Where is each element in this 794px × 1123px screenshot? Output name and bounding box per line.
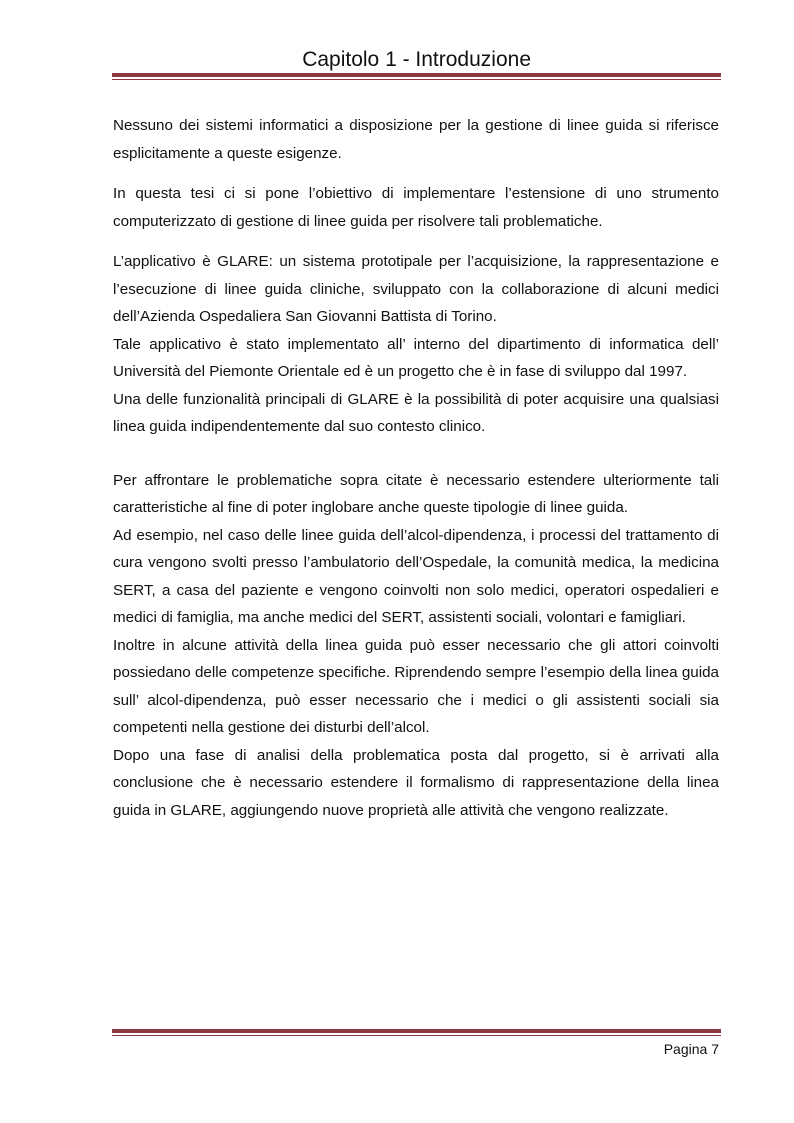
paragraph-9: Dopo una fase di analisi della problematica posta dal progetto, si è arrivati alla conclusione che è necessario estendere il formalismo di rappresentazione della linea guida in GLARE, aggiungendo nuove proprietà alle attività che vengono realizzate.	[113, 746, 719, 819]
page-number: Pagina 7	[663, 1041, 719, 1057]
paragraph-2: In questa tesi ci si pone l’obiettivo di implementare l’estensione di uno strumento computerizzato di gestione di linee guida per risolvere tali problematiche.	[113, 185, 719, 230]
footer-divider-thick	[112, 1029, 721, 1033]
paragraph-5: Una delle funzionalità principali di GLARE è la possibilità di poter acquisire una qualsiasi linea guida indipendentemente dal suo contesto clinico.	[113, 390, 719, 435]
header-divider	[112, 73, 721, 80]
paragraph-1: Nessuno dei sistemi informatici a disposizione per la gestione di linee guida si riferisce esplicitamente a queste esigenze.	[113, 117, 719, 162]
paragraph-7: Ad esempio, nel caso delle linee guida dell’alcol-dipendenza, i processi del trattamento di cura vengono svolti presso l’ambulatorio dell’Ospedale, la comunità medica, la medicina SERT, a casa del paziente e vengono coinvolti non solo medici, operatori ospedalieri e medici di famiglia, ma anche medici del SERT, assistenti sociali, volontari e famigliari.	[113, 526, 719, 626]
footer-divider-thin	[112, 1035, 721, 1036]
chapter-title: Capitolo 1 - Introduzione	[302, 48, 531, 71]
body-text	[113, 112, 719, 824]
footer-divider	[112, 1029, 721, 1036]
paragraph-8: Inoltre in alcune attività della linea guida può esser necessario che gli attori coinvolti possiedano delle competenze specifiche. Riprendendo sempre l’esempio della linea guida sull’ alcol-dipendenza, può esser necessario che i medici o gli assistenti sociali sia competenti nella gestione dei disturbi dell’alcol.	[113, 636, 719, 736]
paragraph-6: Per affrontare le problematiche sopra citate è necessario estendere ulteriormente tali caratteristiche al fine di poter inglobare anche queste tipologie di linee guida.	[113, 471, 719, 516]
paragraph-3: L’applicativo è GLARE: un sistema prototipale per l’acquisizione, la rappresentazione e l’esecuzione di linee guida cliniche, sviluppato con la collaborazione di alcuni medici dell’Azienda Ospedaliera San Giovanni Battista di Torino.	[113, 253, 719, 325]
header-divider-thick	[112, 73, 721, 77]
paragraph-4: Tale applicativo è stato implementato all’ interno del dipartimento di informatica dell’ Università del Piemonte Orientale ed è un progetto che è in fase di sviluppo dal 1997.	[113, 335, 719, 380]
header-divider-thin	[112, 79, 721, 80]
